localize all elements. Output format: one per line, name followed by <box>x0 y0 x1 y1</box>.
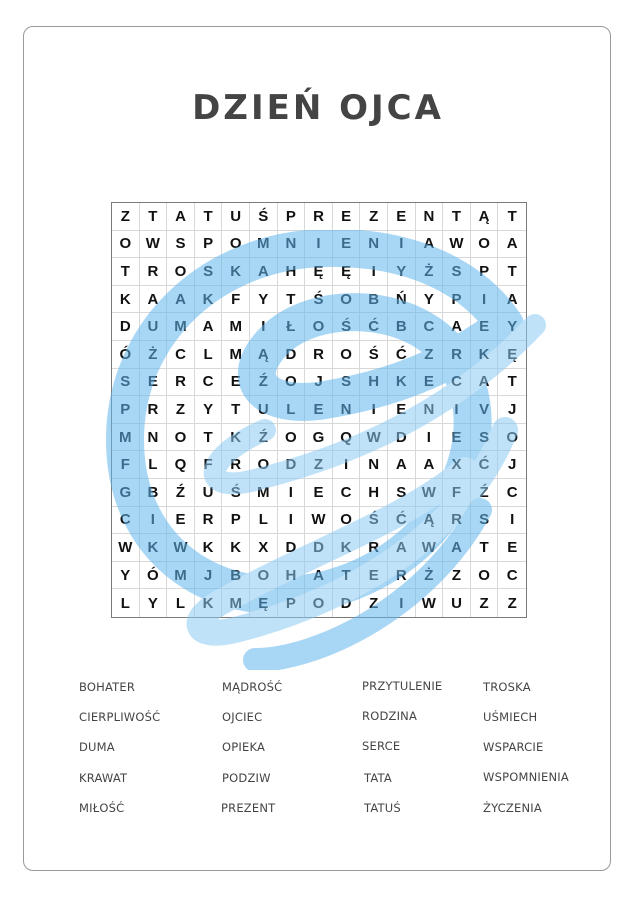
word-item: BOHATER <box>79 680 136 694</box>
grid-cell[interactable]: N <box>360 451 388 479</box>
word-item: KRAWAT <box>79 771 128 785</box>
grid-cell[interactable]: N <box>416 396 444 424</box>
grid-cell[interactable]: F <box>195 451 223 479</box>
word-item: TATA <box>364 771 392 785</box>
grid-cell[interactable]: I <box>471 286 499 314</box>
grid-cell[interactable]: R <box>443 341 471 369</box>
grid-cell[interactable]: S <box>112 369 140 397</box>
grid-cell[interactable]: W <box>167 534 195 562</box>
grid-cell[interactable]: P <box>443 286 471 314</box>
word-item: WSPOMNIENIA <box>483 770 569 784</box>
grid-cell[interactable]: B <box>140 479 168 507</box>
grid-cell[interactable]: Y <box>112 562 140 590</box>
grid-cell[interactable]: Ź <box>167 479 195 507</box>
grid-cell[interactable]: Ć <box>471 451 499 479</box>
grid-cell[interactable]: B <box>222 562 250 590</box>
grid-cell[interactable]: A <box>443 534 471 562</box>
word-item: SERCE <box>362 739 401 753</box>
grid-cell[interactable]: A <box>195 313 223 341</box>
grid-cell[interactable]: S <box>333 369 361 397</box>
grid-cell[interactable]: Y <box>195 396 223 424</box>
word-item: MĄDROŚĆ <box>222 680 283 694</box>
grid-cell[interactable]: I <box>278 507 306 535</box>
grid-cell[interactable]: S <box>388 479 416 507</box>
grid-cell[interactable]: Z <box>360 203 388 231</box>
grid-cell[interactable]: T <box>471 534 499 562</box>
grid-cell[interactable]: J <box>195 562 223 590</box>
grid-cell[interactable]: W <box>416 479 444 507</box>
grid-cell[interactable]: M <box>222 313 250 341</box>
grid-cell[interactable]: A <box>388 534 416 562</box>
grid-cell[interactable]: E <box>360 562 388 590</box>
grid-cell[interactable]: T <box>443 203 471 231</box>
grid-cell[interactable]: E <box>333 231 361 259</box>
grid-cell[interactable]: E <box>222 369 250 397</box>
grid-cell[interactable]: I <box>333 451 361 479</box>
grid-cell[interactable]: K <box>222 534 250 562</box>
grid-cell[interactable]: Ź <box>471 479 499 507</box>
grid-cell[interactable]: R <box>443 507 471 535</box>
grid-cell[interactable]: M <box>167 313 195 341</box>
grid-cell[interactable]: Y <box>388 258 416 286</box>
grid-cell[interactable]: F <box>443 479 471 507</box>
grid-cell[interactable]: S <box>167 231 195 259</box>
grid-cell[interactable]: Ś <box>222 479 250 507</box>
grid-cell[interactable]: P <box>112 396 140 424</box>
grid-cell[interactable]: A <box>388 451 416 479</box>
grid-cell[interactable]: I <box>140 507 168 535</box>
grid-cell[interactable]: M <box>167 562 195 590</box>
grid-cell[interactable]: E <box>167 507 195 535</box>
grid-cell[interactable]: L <box>250 507 278 535</box>
grid-cell[interactable]: E <box>416 369 444 397</box>
grid-cell[interactable]: I <box>250 313 278 341</box>
word-item: OPIEKA <box>222 740 266 754</box>
grid-cell[interactable]: A <box>167 203 195 231</box>
grid-cell[interactable]: D <box>278 451 306 479</box>
grid-cell[interactable]: S <box>471 507 499 535</box>
grid-cell[interactable]: E <box>333 203 361 231</box>
grid-cell[interactable]: Z <box>507 594 517 612</box>
grid-cell[interactable]: W <box>443 231 471 259</box>
grid-cell[interactable]: S <box>195 258 223 286</box>
grid-cell[interactable]: O <box>471 562 499 590</box>
grid-cell[interactable]: Ę <box>498 341 526 369</box>
grid-cell[interactable]: D <box>112 313 140 341</box>
grid-cell[interactable]: J <box>498 396 526 424</box>
word-search-grid <box>111 202 527 618</box>
grid-cell[interactable]: A <box>140 286 168 314</box>
grid-cell[interactable]: B <box>360 286 388 314</box>
grid-cell[interactable]: O <box>333 286 361 314</box>
grid-cell[interactable]: O <box>278 424 306 452</box>
grid-cell[interactable]: Ą <box>471 203 499 231</box>
grid-cell[interactable]: A <box>443 313 471 341</box>
grid-cell[interactable]: E <box>305 479 333 507</box>
grid-cell[interactable]: E <box>471 313 499 341</box>
grid-cell[interactable]: C <box>498 479 526 507</box>
grid-cell[interactable]: Ą <box>416 507 444 535</box>
grid-cell[interactable]: M <box>250 479 278 507</box>
grid-cell[interactable]: M <box>250 231 278 259</box>
grid-cell[interactable]: K <box>222 258 250 286</box>
grid-cell[interactable]: O <box>471 231 499 259</box>
grid-cell[interactable]: Ó <box>140 562 168 590</box>
word-item: MIŁOŚĆ <box>79 801 125 815</box>
grid-cell[interactable]: A <box>416 231 444 259</box>
grid-cell[interactable]: D <box>333 589 361 617</box>
grid-cell[interactable]: U <box>443 589 471 617</box>
grid-cell[interactable]: Q <box>333 424 361 452</box>
grid-cell[interactable]: I <box>388 589 416 617</box>
grid-cell[interactable]: A <box>498 231 526 259</box>
grid-cell[interactable]: Ś <box>305 286 333 314</box>
grid-cell[interactable]: W <box>416 534 444 562</box>
grid-cell[interactable]: L <box>278 396 306 424</box>
grid-cell[interactable]: C <box>112 507 140 535</box>
grid-cell[interactable]: D <box>278 534 306 562</box>
grid-cell[interactable]: Z <box>471 589 499 617</box>
grid-cell[interactable]: I <box>360 396 388 424</box>
grid-cell[interactable]: X <box>443 451 471 479</box>
grid-cell[interactable]: A <box>305 562 333 590</box>
page-title: DZIEŃ OJCA <box>192 88 444 128</box>
grid-cell[interactable]: F <box>222 286 250 314</box>
grid-cell[interactable]: T <box>498 203 526 231</box>
grid-cell[interactable]: N <box>333 396 361 424</box>
grid-cell[interactable]: W <box>360 424 388 452</box>
grid-cell[interactable]: C <box>416 313 444 341</box>
grid-cell[interactable]: Z <box>305 451 333 479</box>
grid-cell[interactable]: N <box>278 231 306 259</box>
grid-cell[interactable]: H <box>278 258 306 286</box>
grid-cell[interactable]: T <box>278 286 306 314</box>
grid-cell[interactable]: E <box>388 203 416 231</box>
grid-cell[interactable]: Ć <box>388 341 416 369</box>
grid-cell[interactable]: R <box>305 341 333 369</box>
grid-cell[interactable]: I <box>416 424 444 452</box>
grid-cell[interactable]: K <box>333 534 361 562</box>
grid-cell[interactable]: P <box>195 231 223 259</box>
grid-cell[interactable]: O <box>498 424 526 452</box>
grid-cell[interactable]: P <box>278 203 306 231</box>
grid-cell[interactable]: E <box>498 534 526 562</box>
grid-cell[interactable]: I <box>498 507 526 535</box>
grid-cell[interactable]: N <box>140 424 168 452</box>
grid-cell[interactable]: R <box>360 534 388 562</box>
grid-cell[interactable]: K <box>222 424 250 452</box>
grid-cell[interactable]: O <box>112 231 140 259</box>
grid-cell[interactable]: A <box>250 258 278 286</box>
grid-cell[interactable]: C <box>333 479 361 507</box>
grid-cell[interactable]: D <box>278 341 306 369</box>
grid-cell[interactable]: P <box>222 507 250 535</box>
word-item: PRZYTULENIE <box>362 679 443 693</box>
grid-cell[interactable]: T <box>498 258 526 286</box>
grid-cell[interactable]: S <box>471 424 499 452</box>
grid-cell[interactable]: P <box>471 258 499 286</box>
grid-cell[interactable]: Z <box>416 341 444 369</box>
grid-cell[interactable]: R <box>140 258 168 286</box>
word-item: CIERPLIWOŚĆ <box>79 710 161 724</box>
grid-cell[interactable]: Ś <box>360 507 388 535</box>
grid-cell[interactable]: T <box>333 562 361 590</box>
grid-cell[interactable]: Q <box>167 451 195 479</box>
grid-cell[interactable]: Ż <box>416 562 444 590</box>
grid-cell[interactable]: M <box>222 341 250 369</box>
grid-cell[interactable]: Ś <box>333 313 361 341</box>
word-item: TATUŚ <box>364 801 401 815</box>
grid-cell[interactable]: I <box>278 479 306 507</box>
grid-cell[interactable]: E <box>305 396 333 424</box>
grid-cell[interactable]: O <box>305 589 333 617</box>
grid-cell[interactable]: L <box>195 341 223 369</box>
grid-cell[interactable]: R <box>222 451 250 479</box>
grid-cell[interactable]: P <box>278 589 306 617</box>
grid-cell[interactable]: X <box>250 534 278 562</box>
word-item: TROSKA <box>483 680 531 694</box>
grid-cell[interactable]: I <box>443 396 471 424</box>
grid-cell[interactable]: G <box>305 424 333 452</box>
grid-cell[interactable]: G <box>112 479 140 507</box>
grid-cell[interactable]: C <box>443 369 471 397</box>
grid-cell[interactable]: U <box>195 479 223 507</box>
grid-cell[interactable]: D <box>388 424 416 452</box>
grid-cell[interactable]: Ź <box>250 369 278 397</box>
grid-cell[interactable]: Ó <box>112 341 140 369</box>
grid-cell[interactable]: K <box>471 341 499 369</box>
grid-cell[interactable]: J <box>305 369 333 397</box>
grid-cell[interactable]: K <box>388 369 416 397</box>
grid-cell[interactable]: T <box>112 258 140 286</box>
grid-cell[interactable]: Ą <box>250 341 278 369</box>
grid-cell[interactable]: W <box>305 507 333 535</box>
grid-cell[interactable]: K <box>195 589 223 617</box>
grid-cell[interactable]: Z <box>443 562 471 590</box>
grid-cell[interactable]: A <box>498 286 526 314</box>
grid-cell[interactable]: K <box>112 286 140 314</box>
grid-cell[interactable]: H <box>278 562 306 590</box>
grid-cell[interactable]: U <box>250 396 278 424</box>
grid-cell[interactable]: C <box>498 562 526 590</box>
grid-cell[interactable]: J <box>498 451 526 479</box>
word-item: DUMA <box>79 740 115 754</box>
word-item: WSPARCIE <box>483 740 544 754</box>
grid-cell[interactable]: K <box>195 286 223 314</box>
grid-cell[interactable]: U <box>222 203 250 231</box>
grid-cell[interactable]: I <box>360 258 388 286</box>
grid-cell[interactable]: Ę <box>305 258 333 286</box>
grid-cell[interactable]: U <box>140 313 168 341</box>
grid-cell[interactable]: R <box>140 396 168 424</box>
grid-cell[interactable]: O <box>167 258 195 286</box>
grid-cell[interactable]: A <box>471 369 499 397</box>
grid-cell[interactable]: T <box>195 424 223 452</box>
grid-cell[interactable]: I <box>388 231 416 259</box>
grid-cell[interactable]: T <box>195 203 223 231</box>
grid-cell[interactable]: T <box>222 396 250 424</box>
word-item: ŻYCZENIA <box>483 801 542 815</box>
grid-cell[interactable]: Ż <box>416 258 444 286</box>
word-item: PODZIW <box>222 771 271 785</box>
grid-cell[interactable]: Z <box>167 396 195 424</box>
grid-cell[interactable]: H <box>360 479 388 507</box>
grid-cell[interactable]: W <box>112 534 140 562</box>
grid-cell[interactable]: F <box>112 451 140 479</box>
grid-cell[interactable]: M <box>222 589 250 617</box>
grid-cell[interactable]: W <box>416 589 444 617</box>
grid-cell[interactable]: Ę <box>333 258 361 286</box>
grid-cell[interactable]: C <box>195 369 223 397</box>
grid-cell[interactable]: O <box>278 369 306 397</box>
grid-cell[interactable]: Y <box>498 313 526 341</box>
word-item: PREZENT <box>221 801 276 815</box>
grid-cell[interactable]: Ć <box>388 507 416 535</box>
grid-cell[interactable]: O <box>250 562 278 590</box>
grid-cell[interactable]: Y <box>140 589 168 617</box>
word-item: OJCIEC <box>222 710 263 724</box>
grid-cell[interactable]: N <box>360 231 388 259</box>
grid-cell[interactable]: R <box>167 369 195 397</box>
grid-cell[interactable]: S <box>443 258 471 286</box>
grid-cell[interactable]: O <box>333 341 361 369</box>
grid-cell[interactable]: O <box>305 313 333 341</box>
grid-cell[interactable]: O <box>333 507 361 535</box>
grid-cell[interactable]: T <box>498 369 526 397</box>
grid-cell[interactable]: V <box>471 396 499 424</box>
grid-cell[interactable]: K <box>140 534 168 562</box>
grid-cell[interactable]: Y <box>416 286 444 314</box>
grid-cell[interactable]: Ć <box>360 313 388 341</box>
grid-cell[interactable]: C <box>167 341 195 369</box>
grid-cell[interactable]: R <box>305 203 333 231</box>
grid-cell[interactable]: B <box>388 313 416 341</box>
grid-cell[interactable]: E <box>388 396 416 424</box>
grid-cell[interactable]: O <box>167 424 195 452</box>
grid-cell[interactable]: A <box>167 286 195 314</box>
grid-cell[interactable]: L <box>140 451 168 479</box>
grid-cell[interactable]: Z <box>360 589 388 617</box>
grid-cell[interactable]: H <box>360 369 388 397</box>
grid-cell[interactable]: E <box>443 424 471 452</box>
grid-cell[interactable]: N <box>416 203 444 231</box>
grid-cell[interactable]: L <box>167 589 195 617</box>
word-item: UŚMIECH <box>483 710 538 724</box>
grid-cell[interactable]: I <box>305 231 333 259</box>
grid-cell[interactable]: D <box>305 534 333 562</box>
grid-cell[interactable]: K <box>195 534 223 562</box>
grid-cell[interactable]: Z <box>112 203 140 231</box>
grid-cell[interactable]: T <box>140 203 168 231</box>
word-item: RODZINA <box>362 709 418 723</box>
grid-cell[interactable]: Ś <box>250 203 278 231</box>
grid-cell[interactable]: Ł <box>278 313 306 341</box>
grid-cell[interactable]: W <box>140 231 168 259</box>
grid-cell[interactable]: Ś <box>360 341 388 369</box>
grid-cell[interactable]: O <box>250 451 278 479</box>
grid-cell[interactable]: L <box>112 589 140 617</box>
grid-cell[interactable]: E <box>140 369 168 397</box>
grid-cell[interactable]: R <box>195 507 223 535</box>
grid-cell[interactable]: Y <box>250 286 278 314</box>
grid-cell[interactable]: Ź <box>250 424 278 452</box>
grid-cell[interactable]: Ż <box>140 341 168 369</box>
grid-cell[interactable]: A <box>416 451 444 479</box>
grid-cell[interactable]: R <box>388 562 416 590</box>
grid-cell[interactable]: O <box>222 231 250 259</box>
grid-cell[interactable]: Ę <box>250 589 278 617</box>
grid-cell[interactable]: M <box>112 424 140 452</box>
grid-cell[interactable]: Ń <box>388 286 416 314</box>
